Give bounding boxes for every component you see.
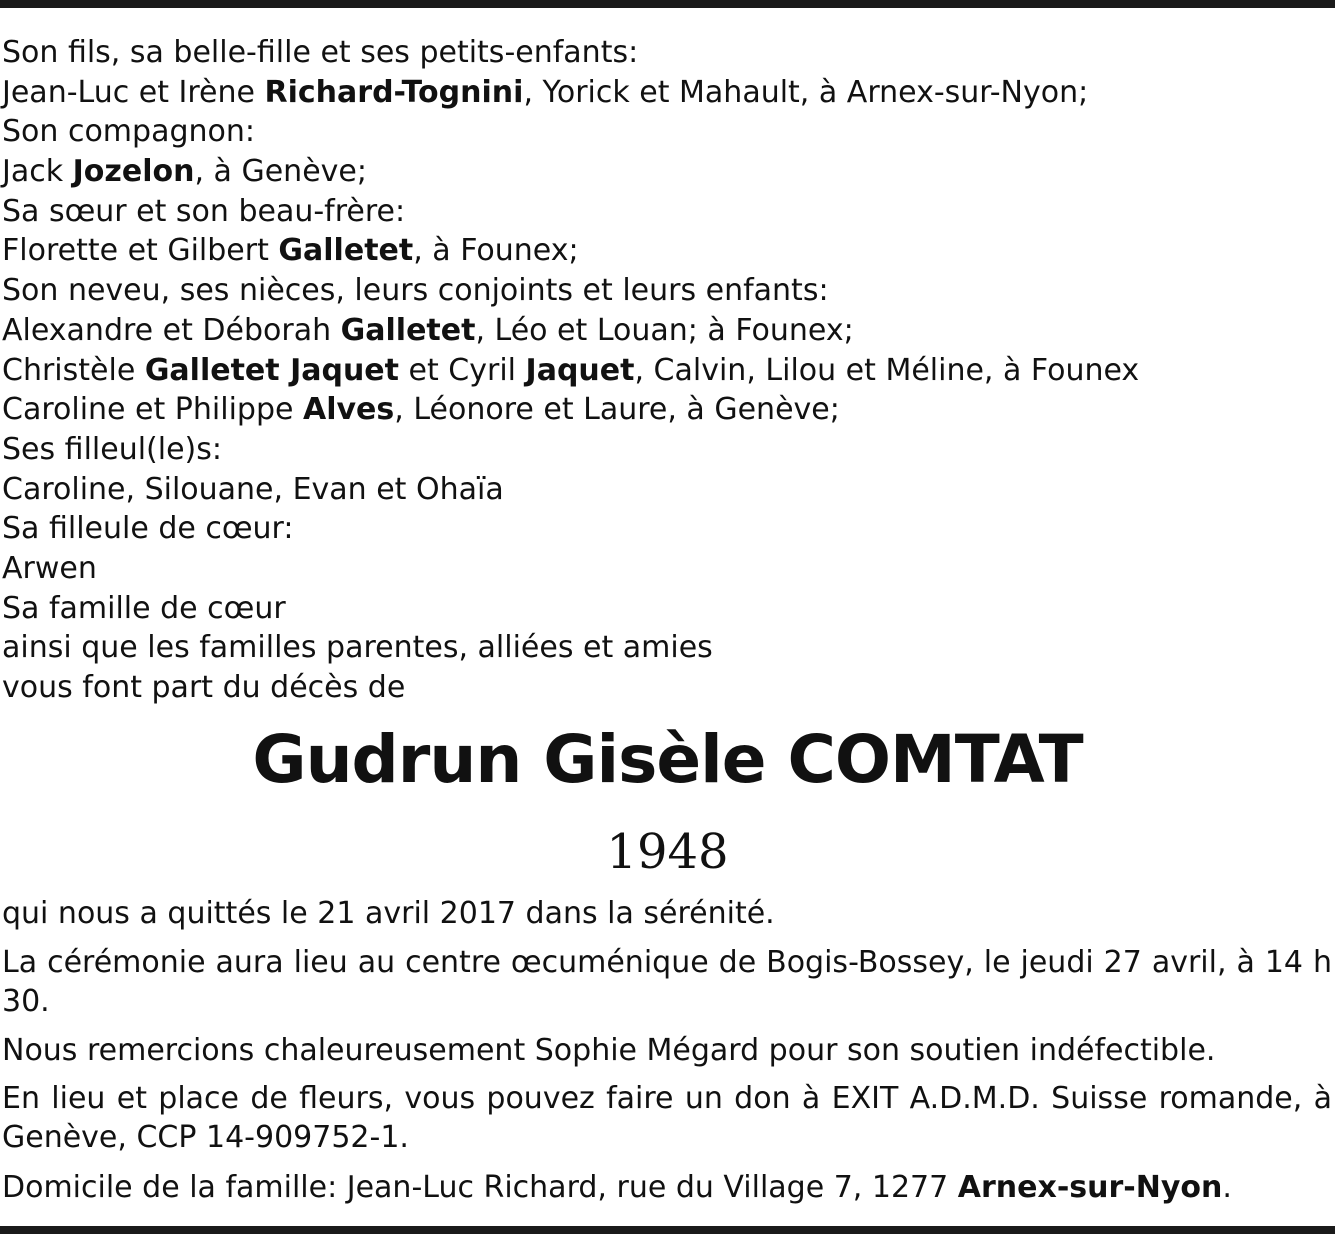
family-line (2, 311, 1332, 351)
line-text: Florette et Gilbert (2, 233, 279, 269)
line-text: Alexandre et Déborah (2, 312, 341, 348)
surname: Galletet (278, 233, 414, 269)
line-text: , Léonore et Laure, à Genève; (394, 392, 840, 428)
line-text: vous font part du décès de (2, 670, 406, 705)
family-line (2, 152, 1332, 192)
family-line (2, 549, 1332, 589)
family-line (2, 668, 1332, 708)
family-line (2, 430, 1332, 470)
passing-text: qui nous a quittés le 21 avril 2017 dans la sérénité. (2, 896, 775, 931)
line-text: Caroline et Philippe (2, 392, 303, 428)
family-line (2, 33, 1332, 73)
family-list (2, 33, 1332, 708)
line-text: Sa famille de cœur (2, 590, 286, 626)
address-town: Arnex-sur-Nyon (957, 1170, 1223, 1205)
family-line (2, 192, 1332, 232)
surname: Richard-Tognini (264, 74, 524, 110)
surname: Jaquet (525, 352, 635, 388)
line-text: Son fils, sa belle-fille et ses petits-enfants: (2, 35, 639, 70)
line-text: Son neveu, ses nièces, leurs conjoints et leurs enfants: (2, 273, 829, 309)
surname: Jozelon (72, 154, 195, 190)
line-text: Jack (2, 154, 73, 190)
family-line (2, 509, 1332, 549)
line-text: Sa sœur et son beau-frère: (2, 193, 406, 229)
family-line (2, 470, 1332, 510)
line-text: ainsi que les familles parentes, alliées et amies (2, 630, 713, 666)
family-line (2, 390, 1332, 430)
family-line (2, 271, 1332, 311)
birth-year: 1948 (606, 824, 729, 880)
bottom-rule (0, 1226, 1335, 1234)
family-line (2, 231, 1332, 271)
line-text: Christèle (2, 352, 145, 388)
family-line (2, 351, 1332, 391)
line-text: Jean-Luc et Irène (2, 74, 265, 110)
donation-text: En lieu et place de fleurs, vous pouvez faire un don à EXIT A.D.M.D. Suisse romande, à Genève, CCP 14-909752-1. (2, 1081, 1332, 1155)
top-rule (0, 0, 1335, 8)
surname: Alves (302, 392, 395, 428)
line-text: et Cyril (399, 352, 526, 388)
line-text: , à Founex; (413, 233, 579, 269)
deceased-name: Gudrun Gisèle COMTAT (252, 721, 1083, 798)
family-line (2, 589, 1332, 629)
line-text: Sa filleule de cœur: (2, 511, 294, 547)
line-text: Son compagnon: (2, 114, 255, 150)
address-prefix: Domicile de la famille: Jean-Luc Richard, rue du Village 7, 1277 (2, 1170, 958, 1205)
address-suffix: . (1222, 1170, 1232, 1205)
family-line (2, 73, 1332, 113)
line-text: Ses filleul(le)s: (2, 431, 222, 467)
line-text: Caroline, Silouane, Evan et Ohaïa (2, 471, 504, 507)
family-line (2, 628, 1332, 668)
line-text: , Calvin, Lilou et Méline, à Founex (634, 352, 1140, 388)
ceremony-text: La cérémonie aura lieu au centre œcuménique de Bogis-Bossey, le jeudi 27 avril, à 14 h 30. (2, 945, 1332, 1019)
line-text: , à Genève; (194, 154, 367, 190)
surname: Galletet (340, 312, 476, 348)
line-text: , Yorick et Mahault, à Arnex-sur-Nyon; (523, 74, 1089, 110)
family-line (2, 112, 1332, 152)
line-text: Arwen (2, 550, 97, 586)
family-address (2, 1168, 1332, 1207)
line-text: , Léo et Louan; à Founex; (475, 312, 854, 348)
thanks-text: Nous remercions chaleureusement Sophie Mégard pour son soutien indéfectible. (2, 1033, 1216, 1068)
surname: Galletet Jaquet (144, 352, 399, 388)
